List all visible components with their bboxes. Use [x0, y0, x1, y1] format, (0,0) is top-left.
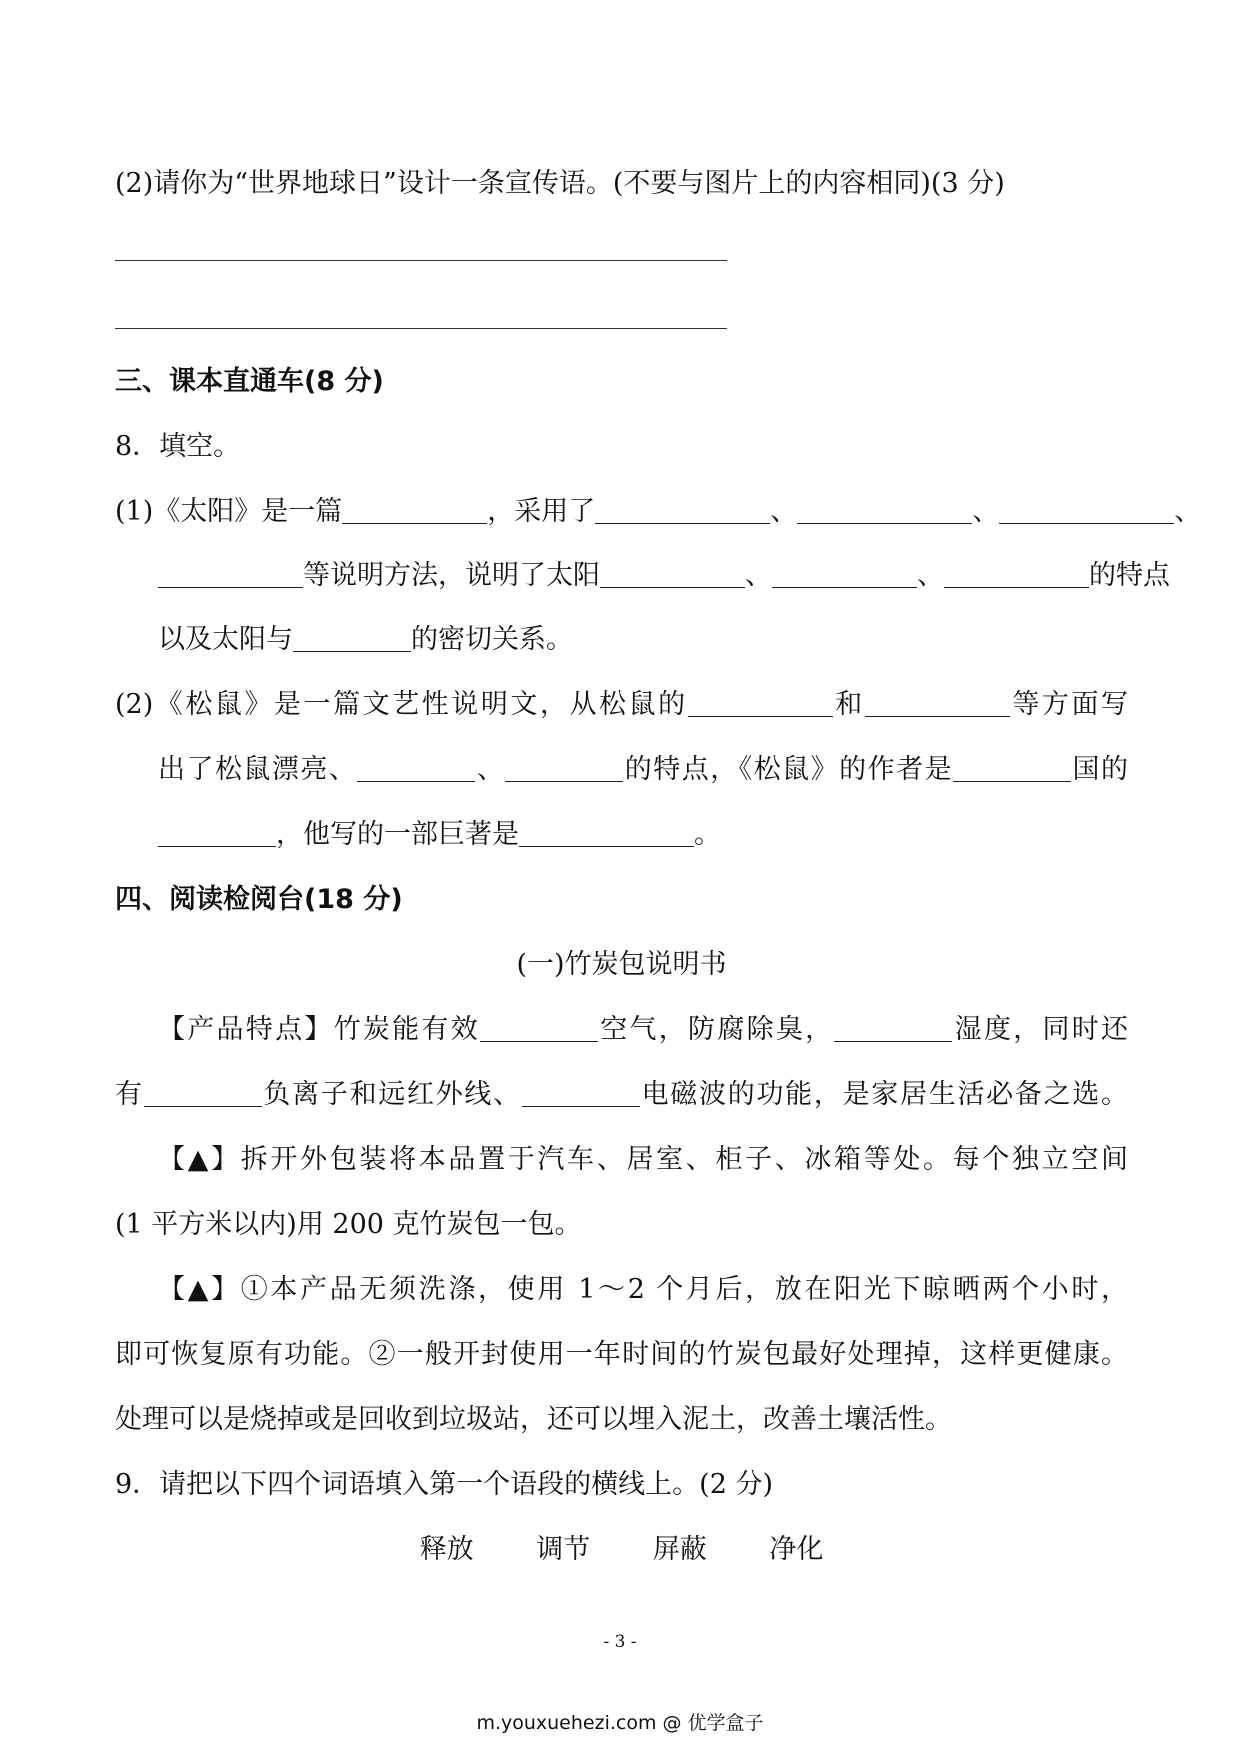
- text-segment: 空气，防腐除臭，: [597, 1014, 835, 1045]
- question-9: 9．请把以下四个词语填入第一个语段的横线上。(2 分): [115, 1469, 774, 1500]
- text-segment: 负离子和远红外线、: [261, 1079, 522, 1110]
- fill-blank[interactable]: [595, 493, 770, 524]
- text-segment: 以及太阳与: [158, 624, 293, 655]
- fill-blank[interactable]: [505, 751, 623, 782]
- fill-blank[interactable]: [522, 1076, 640, 1107]
- fill-blank[interactable]: [357, 751, 475, 782]
- word-item: 净化: [769, 1534, 824, 1565]
- paragraph-1-line-1: [158, 1010, 1128, 1050]
- text-segment: 和: [832, 689, 865, 720]
- text-segment: (1)《太阳》是一篇: [115, 496, 343, 527]
- text-segment: ，采用了: [487, 496, 596, 527]
- text-segment: 的密切关系。: [411, 624, 573, 655]
- question-8-1-line-1: [115, 492, 1202, 532]
- text-segment: ，他写的一部巨著是: [276, 819, 519, 850]
- section-4-heading: 四、阅读检阅台(18 分): [115, 884, 403, 915]
- text-segment: 的特点，《松鼠》的作者是: [623, 754, 954, 785]
- fill-blank[interactable]: [688, 686, 833, 717]
- text-segment: 等说明方法，说明了太阳: [303, 560, 600, 591]
- text-segment: 国的: [1071, 754, 1129, 785]
- fill-blank[interactable]: [158, 557, 303, 588]
- text-segment: 【产品特点】竹炭能有效: [158, 1014, 480, 1045]
- page-number: - 3 -: [603, 1632, 637, 1652]
- site-footer: m.youxuehezi.com @ 优学盒子: [476, 1712, 764, 1734]
- fill-blank[interactable]: [834, 1011, 952, 1042]
- fill-blank[interactable]: [865, 686, 1010, 717]
- text-segment: (2)《松鼠》是一篇文艺性说明文，从松鼠的: [115, 689, 688, 720]
- fill-blank[interactable]: [797, 493, 972, 524]
- paragraph-1-line-2: [115, 1075, 1128, 1115]
- fill-blank[interactable]: [342, 493, 487, 524]
- fill-blank[interactable]: [772, 557, 917, 588]
- word-item: 释放: [419, 1534, 474, 1565]
- text-segment: 、: [1174, 496, 1202, 527]
- word-item: 屏蔽: [652, 1534, 707, 1565]
- text-segment: 有: [115, 1079, 144, 1110]
- fill-blank[interactable]: [953, 751, 1071, 782]
- text-segment: 等方面写: [1009, 689, 1129, 720]
- text-segment: 出了松鼠漂亮、: [158, 754, 358, 785]
- section-3-heading: 三、课本直通车(8 分): [115, 366, 384, 397]
- paragraph-3-line-2: 即可恢复原有功能。②一般开封使用一年时间的竹炭包最好处理掉，这样更健康。: [115, 1339, 1128, 1370]
- text-segment: 、: [972, 496, 1000, 527]
- answer-line: [115, 260, 727, 261]
- word-item: 调节: [536, 1534, 591, 1565]
- fill-blank[interactable]: [999, 493, 1174, 524]
- question-8-title: 8．填空。: [115, 431, 241, 462]
- paragraph-2-line-2: (1 平方米以内)用 200 克竹炭包一包。: [115, 1209, 582, 1240]
- fill-blank[interactable]: [944, 557, 1089, 588]
- question-8-2-line-2: [158, 750, 1128, 790]
- question-8-2-line-3: [158, 815, 721, 855]
- paragraph-2-line-1: 【▲】拆开外包装将本品置于汽车、居室、柜子、冰箱等处。每个独立空间: [158, 1144, 1128, 1175]
- text-segment: 湿度，同时还: [952, 1014, 1129, 1045]
- fill-blank[interactable]: [600, 557, 745, 588]
- passage-title: (一)竹炭包说明书: [516, 949, 727, 980]
- fill-blank[interactable]: [158, 816, 276, 847]
- question-7-2: (2)请你为“世界地球日”设计一条宣传语。(不要与图片上的内容相同)(3 分): [115, 168, 1005, 199]
- fill-blank[interactable]: [293, 621, 411, 652]
- text-segment: 电磁波的功能，是家居生活必备之选。: [639, 1079, 1129, 1110]
- paragraph-3-line-1: 【▲】①本产品无须洗涤，使用 1～2 个月后，放在阳光下晾晒两个小时，: [158, 1274, 1128, 1305]
- question-8-2-line-1: [115, 685, 1128, 725]
- text-segment: 、: [917, 560, 944, 591]
- fill-blank[interactable]: [480, 1011, 598, 1042]
- word-bank: [115, 1530, 1128, 1570]
- paragraph-3-line-3: 处理可以是烧掉或是回收到垃圾站，还可以埋入泥土，改善土壤活性。: [115, 1404, 952, 1435]
- answer-line: [115, 328, 727, 329]
- text-segment: 的特点: [1089, 560, 1170, 591]
- fill-blank[interactable]: [519, 816, 694, 847]
- text-segment: 。: [694, 819, 721, 850]
- question-8-1-line-2: [158, 556, 1170, 596]
- text-segment: 、: [745, 560, 772, 591]
- fill-blank[interactable]: [144, 1076, 262, 1107]
- text-segment: 、: [770, 496, 798, 527]
- question-8-1-line-3: [158, 620, 573, 660]
- text-segment: 、: [475, 754, 506, 785]
